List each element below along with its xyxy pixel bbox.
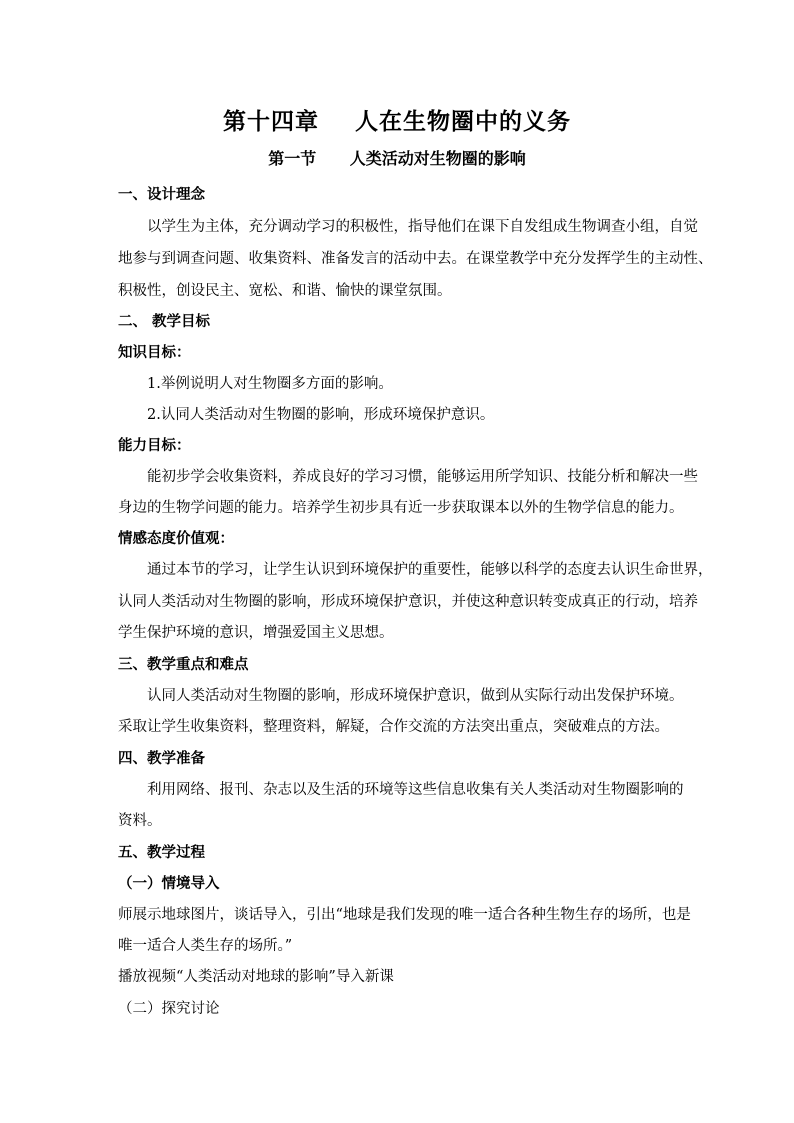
heading-key-points: 三、教学重点和难点 bbox=[118, 656, 249, 673]
list-item: 2.认同人类活动对生物圈的影响，形成环境保护意识。 bbox=[147, 407, 495, 423]
heading-knowledge-goals: 知识目标： bbox=[118, 344, 191, 361]
paragraph-line: 地参与到调查问题、收集资料、准备发言的活动中去。在课堂教学中充分发挥学生的主动性、 bbox=[118, 251, 713, 267]
heading-teaching-goals: 二、 教学目标 bbox=[118, 313, 211, 330]
paragraph-line: 采取让学生收集资料，整理资料，解疑，合作交流的方法突出重点，突破难点的方法。 bbox=[118, 719, 669, 735]
section-title: 第一节 人类活动对生物圈的影响 bbox=[268, 149, 526, 168]
heading-teaching-prep: 四、教学准备 bbox=[118, 750, 205, 767]
paragraph-line: 身边的生物学问题的能力。培养学生初步具有近一步获取课本以外的生物学信息的能力。 bbox=[118, 500, 684, 516]
paragraph-line: 资料。 bbox=[118, 813, 162, 829]
paragraph-line: 学生保护环境的意识，增强爱国主义思想。 bbox=[118, 625, 394, 641]
paragraph-line: 师展示地球图片，谈话导入，引出“地球是我们发现的唯一适合各种生物生存的场所，也是 bbox=[118, 907, 691, 923]
paragraph-line: 积极性，创设民主、宽松、和谐、愉快的课堂氛围。 bbox=[118, 283, 452, 299]
paragraph-line: 利用网络、报刊、杂志以及生活的环境等这些信息收集有关人类活动对生物圈影响的 bbox=[147, 782, 684, 798]
subheading-scenario-intro: （一）情境导入 bbox=[118, 875, 220, 892]
list-item: 1.举例说明人对生物圈多方面的影响。 bbox=[147, 376, 393, 392]
heading-attitude-values: 情感态度价值观： bbox=[118, 530, 234, 547]
paragraph-line: 能初步学会收集资料，养成良好的学习习惯，能够运用所学知识、技能分析和解决一些 bbox=[147, 469, 698, 485]
heading-teaching-process: 五、教学过程 bbox=[118, 844, 205, 861]
paragraph-line: 认同人类活动对生物圈的影响，形成环境保护意识，做到从实际行动出发保护环境。 bbox=[147, 688, 684, 704]
paragraph-line: 唯一适合人类生存的场所。” bbox=[118, 938, 293, 954]
paragraph-line: 通过本节的学习，让学生认识到环境保护的重要性，能够以科学的态度去认识生命世界， bbox=[147, 562, 713, 578]
heading-design-concept: 一、设计理念 bbox=[118, 186, 205, 203]
paragraph-line: 认同人类活动对生物圈的影响，形成环境保护意识，并使这种意识转变成真正的行动，培养 bbox=[118, 594, 698, 610]
chapter-title: 第十四章 人在生物圈中的义务 bbox=[222, 108, 572, 135]
paragraph-line: 以学生为主体，充分调动学习的积极性，指导他们在课下自发组成生物调查小组，自觉 bbox=[147, 219, 698, 235]
subheading-inquiry-discussion: （二）探究讨论 bbox=[118, 1001, 220, 1017]
paragraph-line: 播放视频“人类活动对地球的影响”导入新课 bbox=[118, 969, 394, 985]
heading-ability-goals: 能力目标： bbox=[118, 437, 191, 454]
